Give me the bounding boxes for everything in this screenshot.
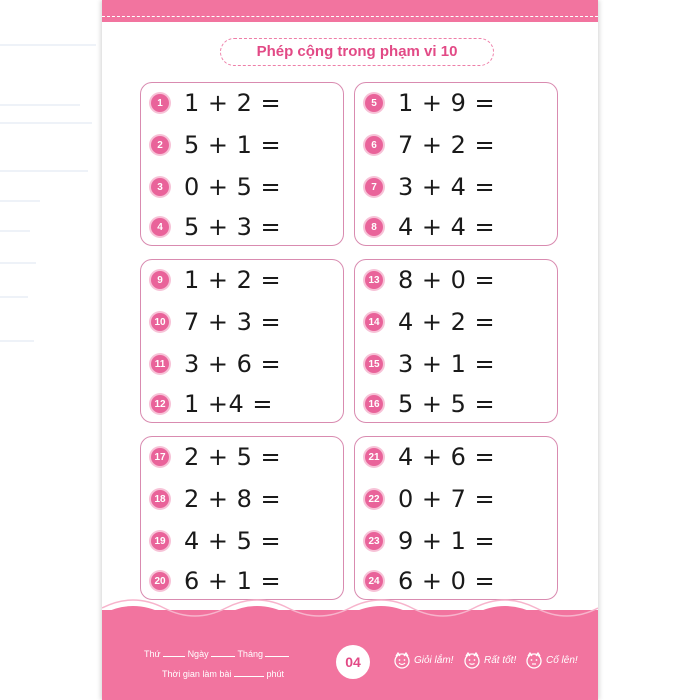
exercise-item (151, 525, 341, 557)
day-label: Ngày (187, 649, 209, 659)
addition-expression: 6 + 0 = (398, 567, 496, 595)
exercise-item (365, 211, 555, 243)
addition-expression: 3 + 6 = (184, 350, 282, 378)
weekday-label: Thứ (144, 649, 161, 659)
addition-expression: 4 + 4 = (398, 213, 496, 241)
addition-expression: 7 + 3 = (184, 308, 282, 336)
item-number-badge: 11 (151, 355, 169, 373)
exercise-item (151, 348, 341, 380)
rating-excellent (392, 650, 453, 670)
exercise-group-2 (354, 82, 558, 246)
time-blank (234, 668, 264, 677)
item-number-badge: 3 (151, 178, 169, 196)
exercise-item (365, 348, 555, 380)
rating-excellent-label: Giỏi lắm! (414, 654, 454, 666)
addition-expression: 1 + 9 = (398, 89, 496, 117)
item-number-badge: 24 (365, 572, 383, 590)
item-number-badge: 15 (365, 355, 383, 373)
addition-expression: 5 + 5 = (398, 390, 496, 418)
addition-expression: 5 + 3 = (184, 213, 282, 241)
exercise-item (365, 525, 555, 557)
date-line (144, 648, 289, 659)
rating-very-good-label: Rất tốt! (484, 654, 517, 666)
exercise-item (365, 264, 555, 296)
worksheet-page (102, 0, 598, 700)
worksheet-title: Phép cộng trong phạm vi 10 (220, 38, 494, 66)
exercise-item (151, 211, 341, 243)
exercise-item (151, 388, 341, 420)
exercise-item (365, 87, 555, 119)
rating-keep-trying (524, 650, 578, 670)
exercise-item (151, 565, 341, 597)
item-number-badge: 4 (151, 218, 169, 236)
exercise-item (151, 87, 341, 119)
item-number-badge: 16 (365, 395, 383, 413)
cheer-face-icon (524, 650, 544, 670)
addition-expression: 4 + 2 = (398, 308, 496, 336)
exercise-item (151, 264, 341, 296)
item-number-badge: 5 (365, 94, 383, 112)
rating-keep-trying-label: Cố lên! (546, 654, 578, 666)
item-number-badge: 14 (365, 313, 383, 331)
item-number-badge: 20 (151, 572, 169, 590)
item-number-badge: 2 (151, 136, 169, 154)
addition-expression: 0 + 7 = (398, 485, 496, 513)
addition-expression: 4 + 5 = (184, 527, 282, 555)
exercise-group-3 (140, 259, 344, 423)
item-number-badge: 7 (365, 178, 383, 196)
exercise-item (151, 129, 341, 161)
addition-expression: 4 + 6 = (398, 443, 496, 471)
exercise-group-4 (354, 259, 558, 423)
item-number-badge: 12 (151, 395, 169, 413)
exercise-item (365, 441, 555, 473)
smile-face-icon (462, 650, 482, 670)
item-number-badge: 22 (365, 490, 383, 508)
item-number-badge: 17 (151, 448, 169, 466)
addition-expression: 1 + 2 = (184, 266, 282, 294)
addition-expression: 5 + 1 = (184, 131, 282, 159)
exercise-item (151, 441, 341, 473)
exercise-item (365, 388, 555, 420)
item-number-badge: 10 (151, 313, 169, 331)
addition-expression: 1 + 2 = (184, 89, 282, 117)
addition-expression: 3 + 1 = (398, 350, 496, 378)
exercise-item (365, 306, 555, 338)
page-number: 04 (336, 645, 370, 679)
addition-expression: 6 + 1 = (184, 567, 282, 595)
addition-expression: 2 + 5 = (184, 443, 282, 471)
item-number-badge: 8 (365, 218, 383, 236)
day-blank (211, 648, 235, 657)
item-number-badge: 13 (365, 271, 383, 289)
item-number-badge: 21 (365, 448, 383, 466)
weekday-blank (163, 648, 185, 657)
addition-expression: 7 + 2 = (398, 131, 496, 159)
addition-expression: 8 + 0 = (398, 266, 496, 294)
month-blank (265, 648, 289, 657)
item-number-badge: 1 (151, 94, 169, 112)
exercise-item (365, 171, 555, 203)
exercise-item (151, 483, 341, 515)
minute-label: phút (266, 669, 284, 679)
happy-face-icon (392, 650, 412, 670)
exercise-item (151, 171, 341, 203)
item-number-badge: 18 (151, 490, 169, 508)
item-number-badge: 19 (151, 532, 169, 550)
exercise-item (151, 306, 341, 338)
scalloped-wave (102, 596, 598, 626)
exercise-item (365, 129, 555, 161)
exercise-group-6 (354, 436, 558, 600)
addition-expression: 9 + 1 = (398, 527, 496, 555)
addition-expression: 1 +4 = (184, 390, 274, 418)
addition-expression: 0 + 5 = (184, 173, 282, 201)
exercise-item (365, 565, 555, 597)
item-number-badge: 23 (365, 532, 383, 550)
addition-expression: 3 + 4 = (398, 173, 496, 201)
month-label: Tháng (237, 649, 263, 659)
background-page-edge (0, 0, 100, 700)
exercise-group-5 (140, 436, 344, 600)
time-line (162, 668, 284, 679)
rating-very-good (462, 650, 516, 670)
exercise-item (365, 483, 555, 515)
addition-expression: 2 + 8 = (184, 485, 282, 513)
exercise-group-1 (140, 82, 344, 246)
item-number-badge: 9 (151, 271, 169, 289)
item-number-badge: 6 (365, 136, 383, 154)
top-banner (102, 0, 598, 22)
time-label: Thời gian làm bài (162, 669, 232, 679)
